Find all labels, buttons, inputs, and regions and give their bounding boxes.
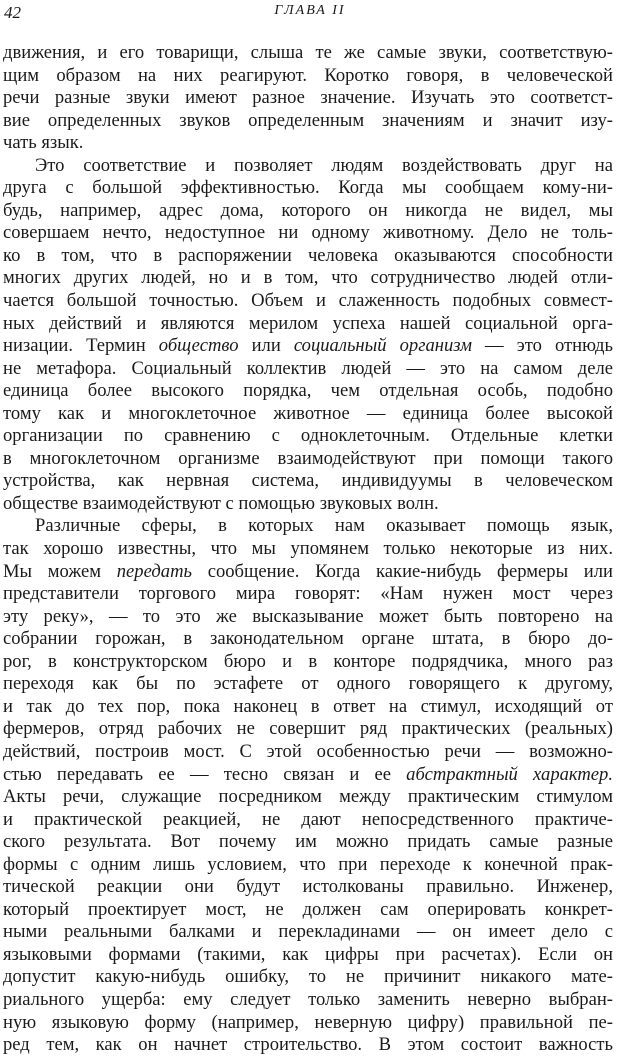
text-line: будь, например, адрес дома, которого он никогда не видел, мы — [3, 199, 613, 221]
text-line: устройства, как нервная система, индивидуумы в человеческом — [3, 470, 613, 492]
text-line — [3, 764, 613, 787]
text-span: — это отнюдь — [471, 335, 613, 357]
text-line — [3, 335, 613, 358]
page-number: 42 — [4, 3, 21, 22]
text-line: ных действий и являются мерилом успеха нашей социальной орга- — [3, 312, 613, 334]
text-line: ского результата. Вот почему им можно придать самые разные — [3, 831, 613, 853]
text-line: движения, и его товарищи, слыша те же самые звуки, соответствую- — [3, 42, 613, 63]
text-line: чается большой точностью. Объем и слаженность подобных совмест- — [3, 290, 613, 312]
text-span: Мы можем — [3, 560, 117, 582]
text-line: Различные сферы, в которых нам оказывает помощь язык, — [35, 515, 613, 537]
italic-term: передать — [116, 560, 192, 582]
text-line: ред тем, как он начнет строительство. В этом состоит важность — [3, 1034, 613, 1056]
text-line: языковыми формами (такими, как цифры при расчетах). Если он — [3, 943, 613, 965]
text-line: в многоклеточном организме взаимодействуют при помощи такого — [3, 447, 613, 469]
text-line: не метафора. Социальный коллектив людей — это на самом деле — [3, 357, 613, 379]
text-line: друга с большой эффективностью. Когда мы сообщаем кому-ни- — [3, 177, 613, 199]
text-line: и так до тех пор, пока наконец в ответ на стимул, исходящий от — [3, 695, 613, 717]
text-line: щим образом на них реагируют. Коротко говоря, в человеческой — [3, 64, 613, 86]
text-line: Это соответствие и позволяет людям воздействовать друг на — [35, 154, 613, 176]
text-line: формы с одним лишь условием, что при переходе к конечной прак- — [3, 853, 613, 875]
body-text — [3, 42, 613, 1057]
text-line: совершаем нечто, недоступное ни одному животному. Дело не толь- — [3, 222, 613, 244]
text-line: рог, в конструкторском бюро и в конторе подрядчика, много раз — [3, 650, 613, 672]
text-line: собрании горожан, в законодательном органе штата, в бюро до- — [3, 628, 613, 650]
text-line: так хорошо известны, что мы упомянем только некоторые из них. — [3, 538, 613, 560]
italic-term: социальный организм — [293, 335, 472, 357]
text-line: Акты речи, служащие посредником между практическим стимулом — [3, 786, 613, 808]
text-line: многих других людей, но и в том, что сотрудничество людей отли- — [3, 267, 613, 289]
text-line: чать язык. — [3, 132, 84, 154]
text-line: эту реку», — то это же высказывание может быть повторено на — [3, 605, 613, 627]
text-line: ко в том, что в распоряжении человека оказываются способности — [3, 244, 613, 266]
text-line — [3, 561, 613, 584]
text-line: тической реакции они будут истолкованы правильно. Инженер, — [3, 876, 613, 898]
page-header — [0, 0, 620, 26]
italic-term: общество — [158, 335, 239, 357]
text-span: сообщение. Когда какие-нибудь фермеры или — [191, 560, 613, 582]
text-line: представители торгового мира говорят: «Нам нужен мост через — [3, 583, 613, 605]
text-line: организации по сравнению с одноклеточным. Отдельные клетки — [3, 425, 613, 447]
text-span: или — [238, 335, 294, 357]
text-line: действий, построив мост. С этой особенностью речи — возможно- — [3, 740, 613, 762]
text-line: допустит какую-нибудь ошибку, то не причинит никакого мате- — [3, 966, 613, 988]
text-span: низации. Термин — [3, 335, 159, 357]
text-line: обществе взаимодействуют с помощью звуковых волн. — [3, 492, 439, 514]
text-line: речи разные звуки имеют разное значение. Изучать это соответст- — [3, 87, 613, 109]
italic-term: абстрактный характер. — [406, 763, 613, 785]
text-line: ными реальными балками и перекладинами — он имеет дело с — [3, 921, 613, 943]
text-line: который проектирует мост, не должен сам оперировать конкрет- — [3, 898, 613, 920]
text-span: стью передавать ее — тесно связан и ее — [3, 763, 407, 785]
text-line: вие определенных звуков определенным значениям и значит изу- — [3, 109, 613, 131]
text-line: и практической реакцией, не дают непосредственного практиче- — [3, 808, 613, 830]
running-head: ГЛАВА II — [274, 3, 346, 18]
text-line: тому как и многоклеточное животное — единица более высокой — [3, 402, 613, 424]
text-line: единица более высокого порядка, чем отдельная особь, подобно — [3, 380, 613, 402]
text-line: переходя как бы по эстафете от одного говорящего к другому, — [3, 673, 613, 695]
text-line: фермеров, отряд рабочих не совершит ряд практических (реальных) — [3, 718, 613, 740]
text-line: ную языковую форму (например, неверную цифру) правильной пе- — [3, 1011, 613, 1033]
text-line: риального ущерба: ему следует только заменить неверно выбран- — [3, 988, 613, 1010]
